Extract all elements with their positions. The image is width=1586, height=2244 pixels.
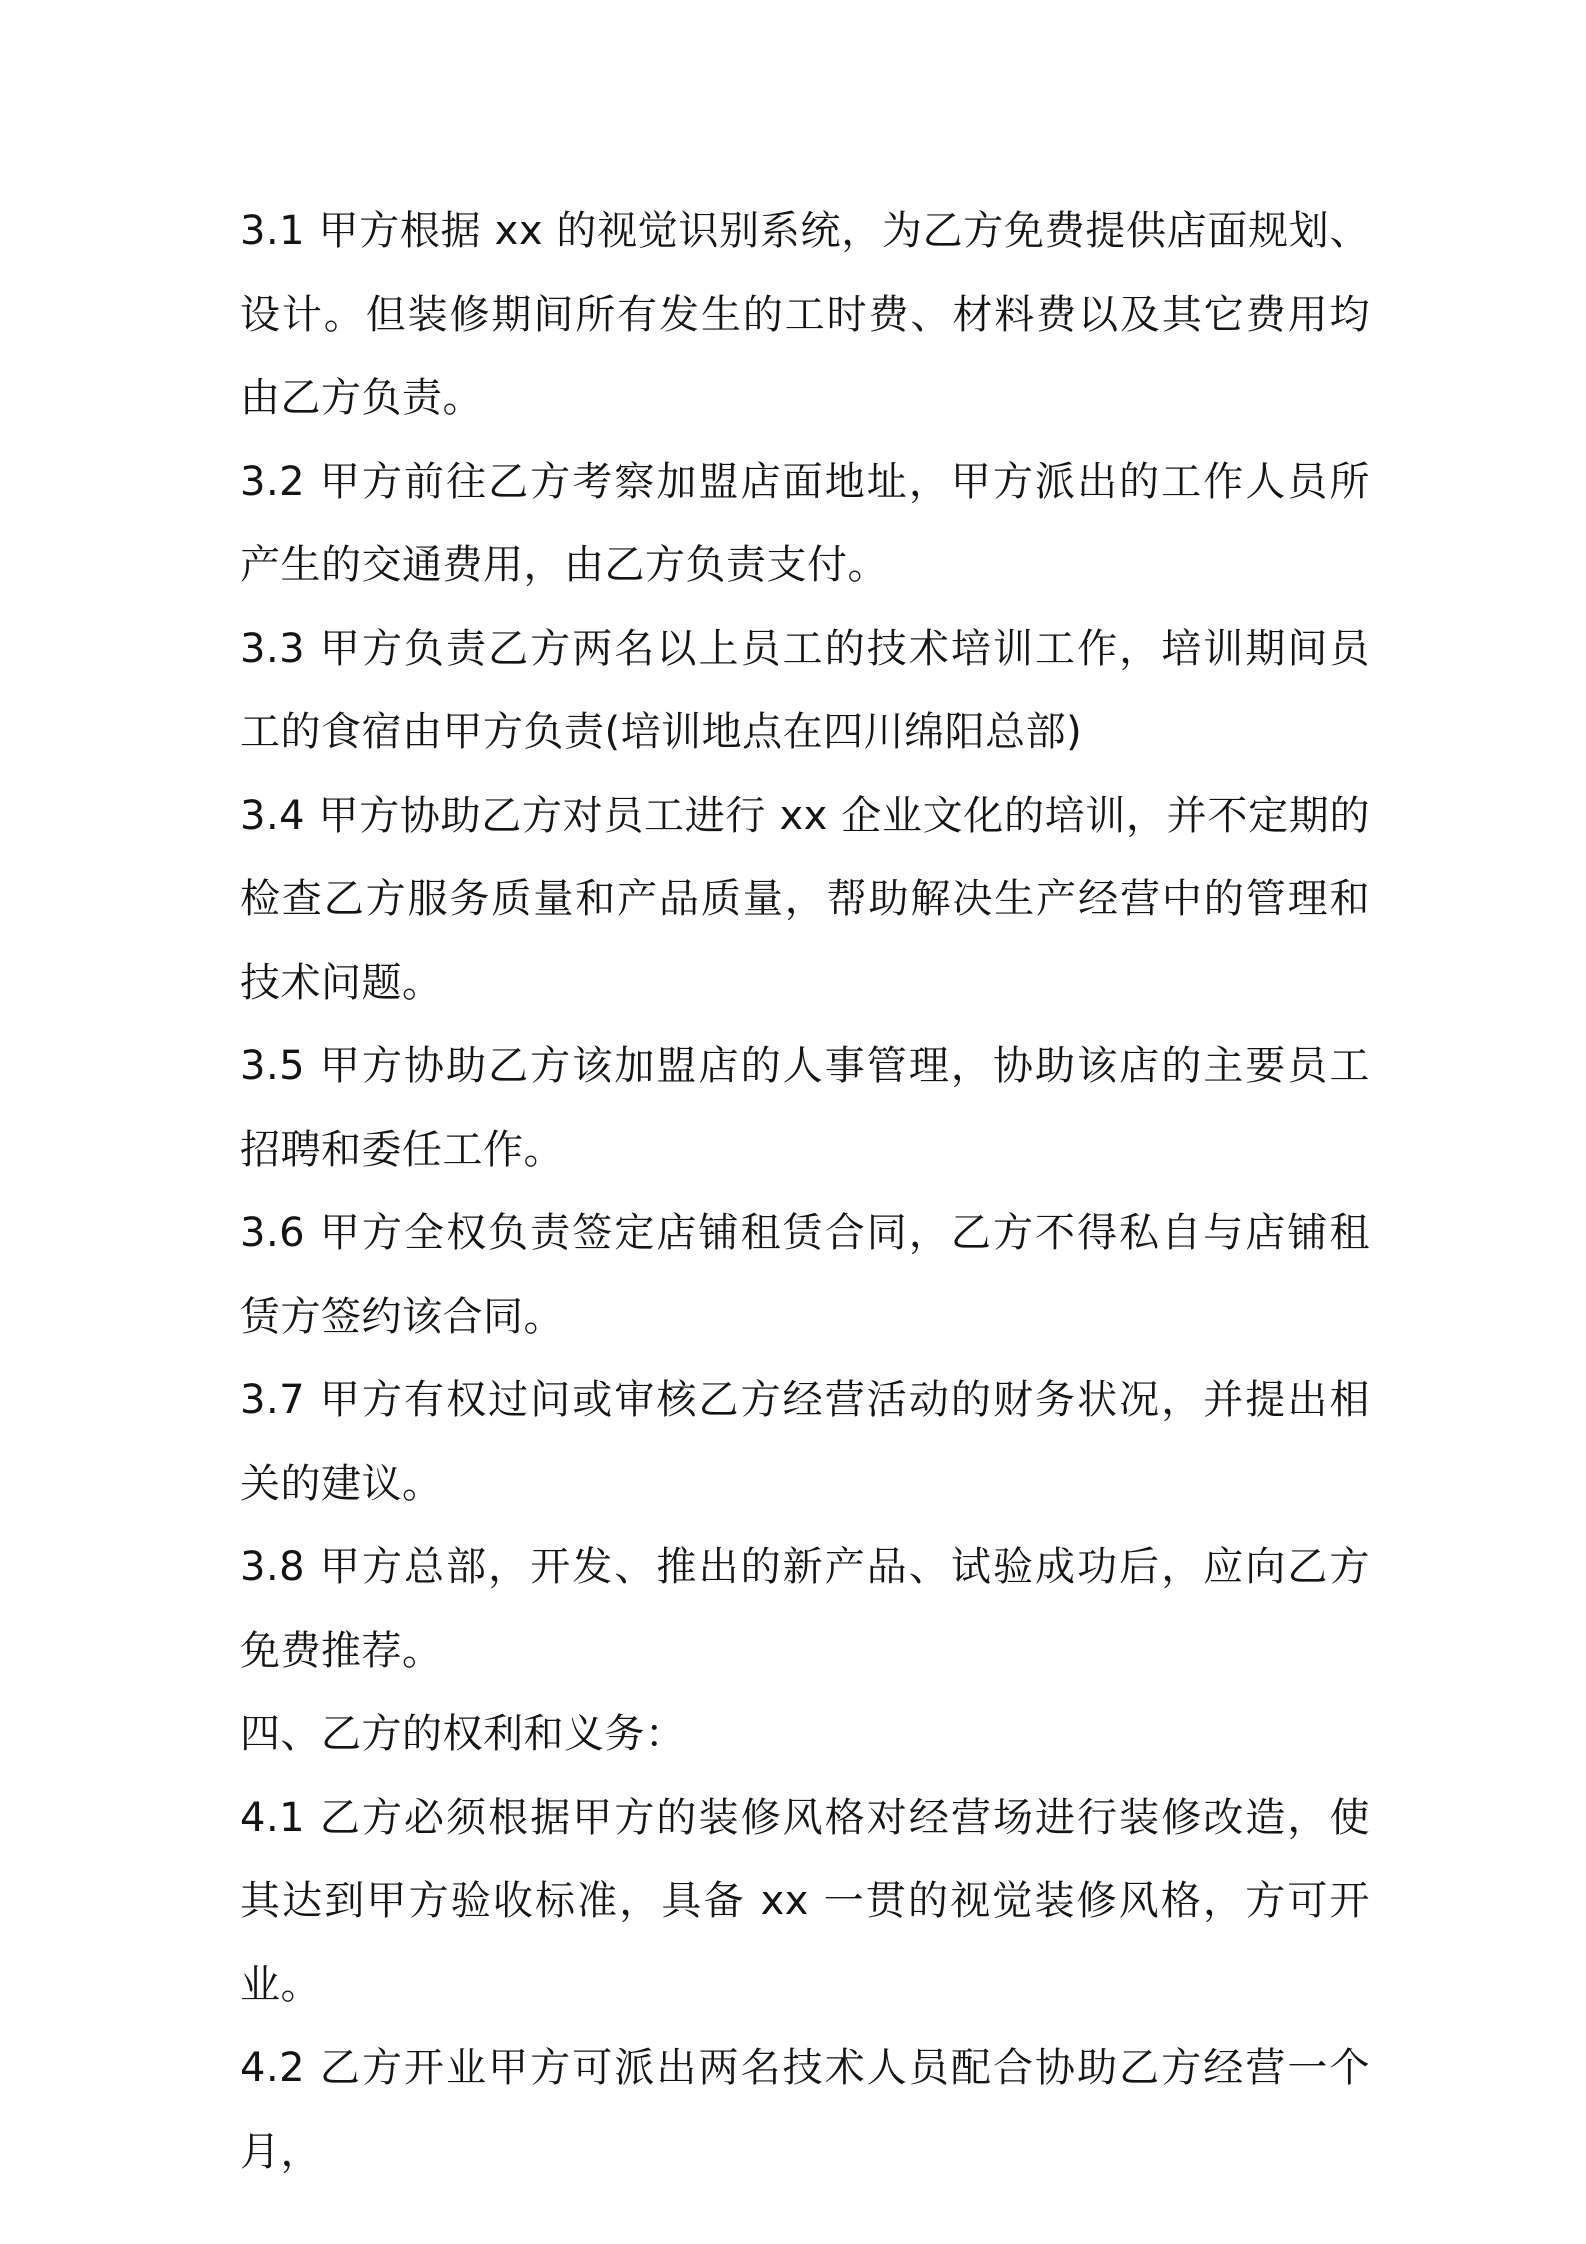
clause-3-4: 3.4 甲方协助乙方对员工进行 xx 企业文化的培训，并不定期的检查乙方服务质量和产品质量，帮助解决生产经营中的管理和技术问题。 (240, 792, 1370, 1006)
clause-4-1: 4.1 乙方必须根据甲方的装修风格对经营场进行装修改造，使其达到甲方验收标准，具备 xx 一贯的视觉装修风格，方可开业。 (240, 1794, 1370, 2008)
clause-3-5: 3.5 甲方协助乙方该加盟店的人事管理，协助该店的主要员工招聘和委任工作。 (240, 1043, 1370, 1173)
section-heading-4: 四、乙方的权利和义务： (240, 1711, 686, 1757)
clause-4-2: 4.2 乙方开业甲方可派出两名技术人员配合协助乙方经营一个月， (240, 2045, 1370, 2175)
clause-3-3: 3.3 甲方负责乙方两名以上员工的技术培训工作，培训期间员工的食宿由甲方负责(培训地点在四川绵阳总部) (240, 625, 1370, 755)
clause-3-7: 3.7 甲方有权过问或审核乙方经营活动的财务状况，并提出相关的建议。 (240, 1377, 1370, 1507)
clause-3-6: 3.6 甲方全权负责签定店铺租赁合同，乙方不得私自与店铺租赁方签约该合同。 (240, 1210, 1370, 1340)
clause-3-1: 3.1 甲方根据 xx 的视觉识别系统，为乙方免费提供店面规划、设计。但装修期间所有发生的工时费、材料费以及其它费用均由乙方负责。 (240, 208, 1370, 421)
clause-3-8: 3.8 甲方总部，开发、推出的新产品、试验成功后，应向乙方免费推荐。 (240, 1544, 1370, 1674)
document-body (240, 190, 1370, 2194)
clause-3-2: 3.2 甲方前往乙方考察加盟店面地址，甲方派出的工作人员所产生的交通费用，由乙方负责支付。 (240, 458, 1370, 588)
